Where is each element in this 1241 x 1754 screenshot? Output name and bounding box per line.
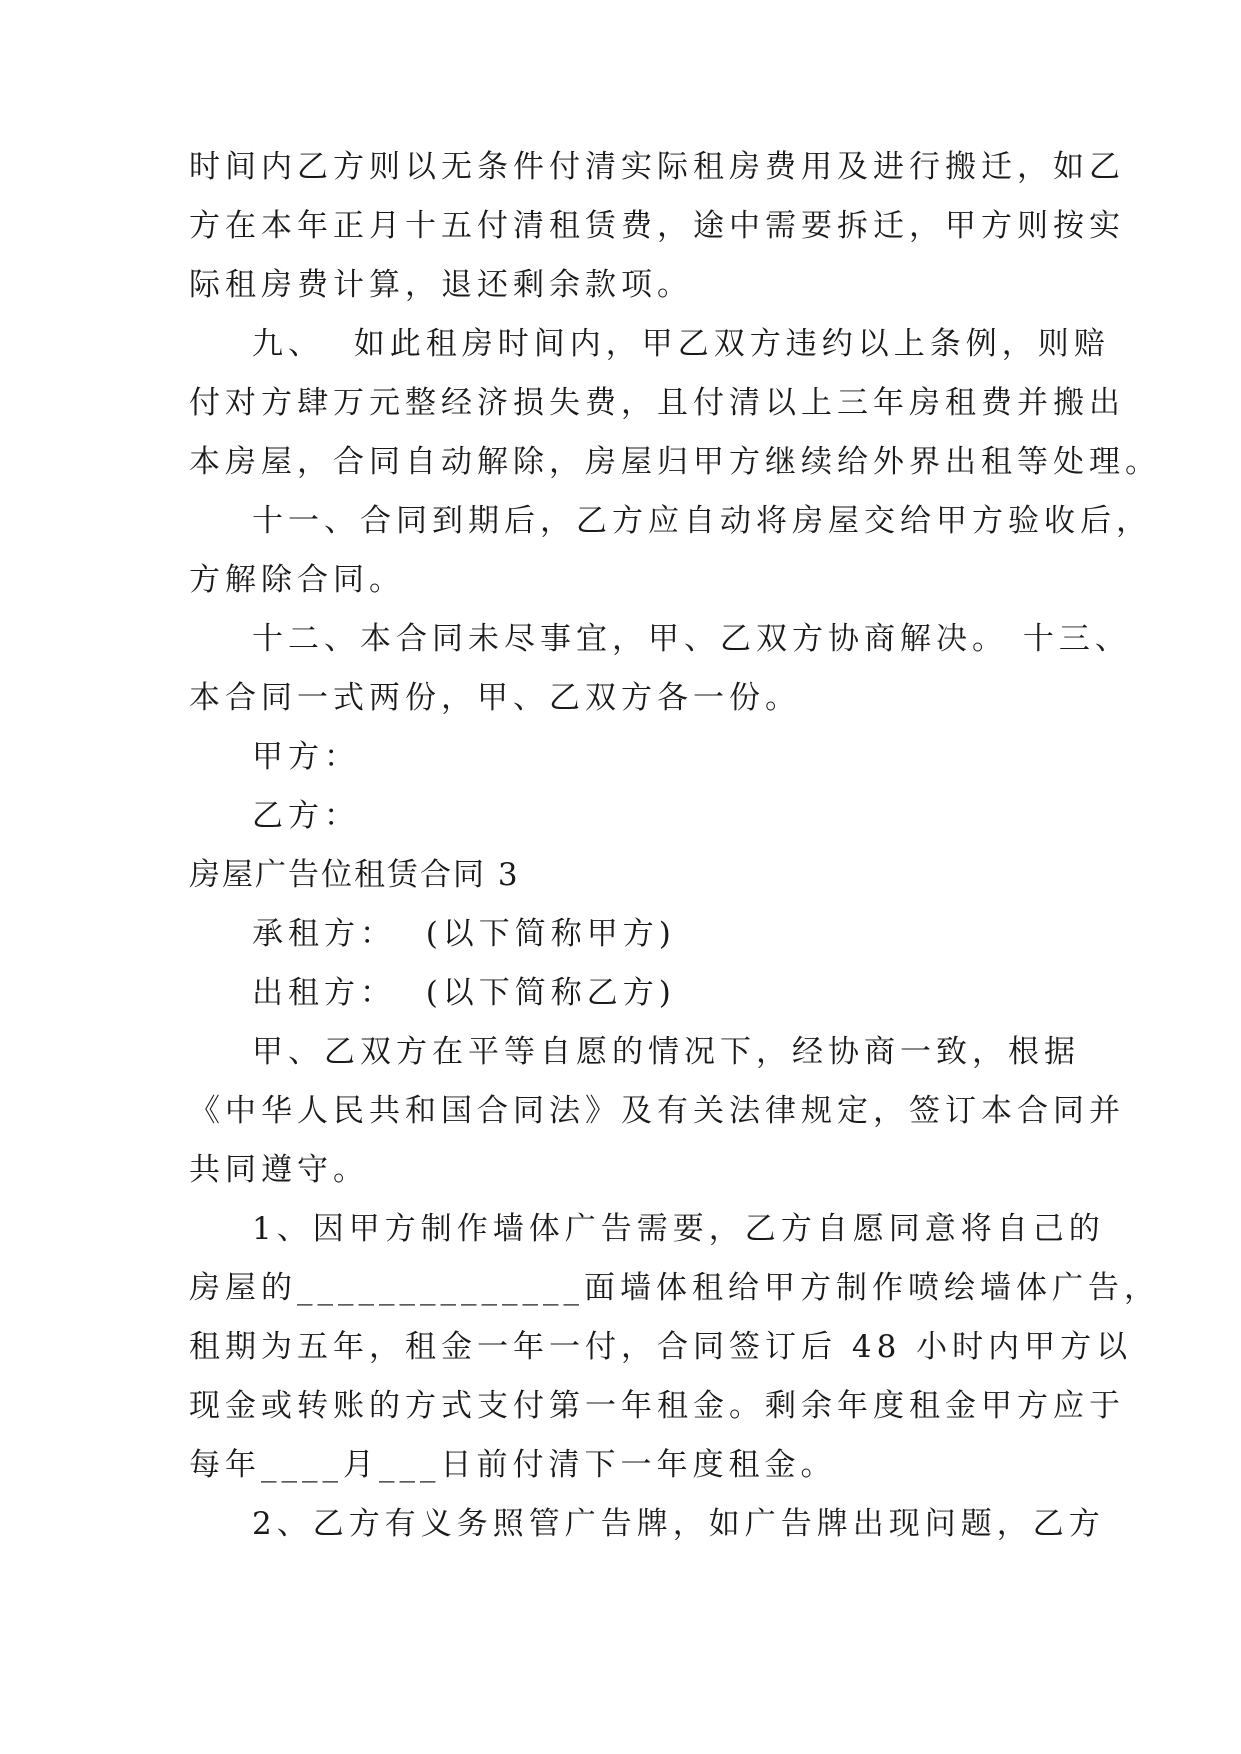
text-line: 甲、乙双方在平等自愿的情况下，经协商一致，根据 xyxy=(252,1034,1080,1070)
text-line: 付对方肆万元整经济损失费，且付清以上三年房租费并搬出 xyxy=(189,385,1125,421)
text-line: 现金或转账的方式支付第一年租金。剩余年度租金甲方应于 xyxy=(189,1388,1125,1424)
text-line: 时间内乙方则以无条件付清实际租房费用及进行搬迁，如乙 xyxy=(189,149,1125,185)
text-line: 方解除合同。 xyxy=(189,562,405,598)
text-line: 十二、本合同未尽事宜，甲、乙双方协商解决。 十三、 xyxy=(252,621,1131,657)
text-line: 2、乙方有义务照管广告牌，如广告牌出现问题，乙方 xyxy=(252,1506,1105,1542)
lessor-label: 出租方： (以下简称乙方) xyxy=(252,975,676,1011)
text-line: 《中华人民共和国合同法》及有关法律规定，签订本合同并 xyxy=(189,1093,1125,1129)
text-line: 方在本年正月十五付清租赁费，途中需要拆迁，甲方则按实 xyxy=(189,208,1125,244)
text-line: 九、 如此租房时间内，甲乙双方违约以上条例，则赔 xyxy=(252,326,1110,362)
text-line: 租期为五年，租金一年一付，合同签订后 48 小时内甲方以 xyxy=(189,1329,1133,1365)
text-line: 每年____月___日前付清下一年度租金。 xyxy=(189,1447,837,1483)
lessee-label: 承租方： (以下简称甲方) xyxy=(252,916,676,952)
text-line: 本房屋，合同自动解除，房屋归甲方继续给外界出租等处理。 xyxy=(189,444,1161,480)
text-line: 十一、合同到期后，乙方应自动将房屋交给甲方验收后， xyxy=(252,503,1152,539)
text-line: 际租房费计算，退还剩余款项。 xyxy=(189,267,693,303)
party-b-label: 乙方： xyxy=(252,798,360,834)
text-line: 房屋的______________面墙体租给甲方制作喷绘墙体广告， xyxy=(189,1270,1160,1306)
text-line: 共同遵守。 xyxy=(189,1152,369,1188)
contract-title: 房屋广告位租赁合同 3 xyxy=(189,857,520,893)
party-a-label: 甲方： xyxy=(252,739,360,775)
text-line: 本合同一式两份，甲、乙双方各一份。 xyxy=(189,680,801,716)
text-line: 1、因甲方制作墙体广告需要，乙方自愿同意将自己的 xyxy=(252,1211,1105,1247)
